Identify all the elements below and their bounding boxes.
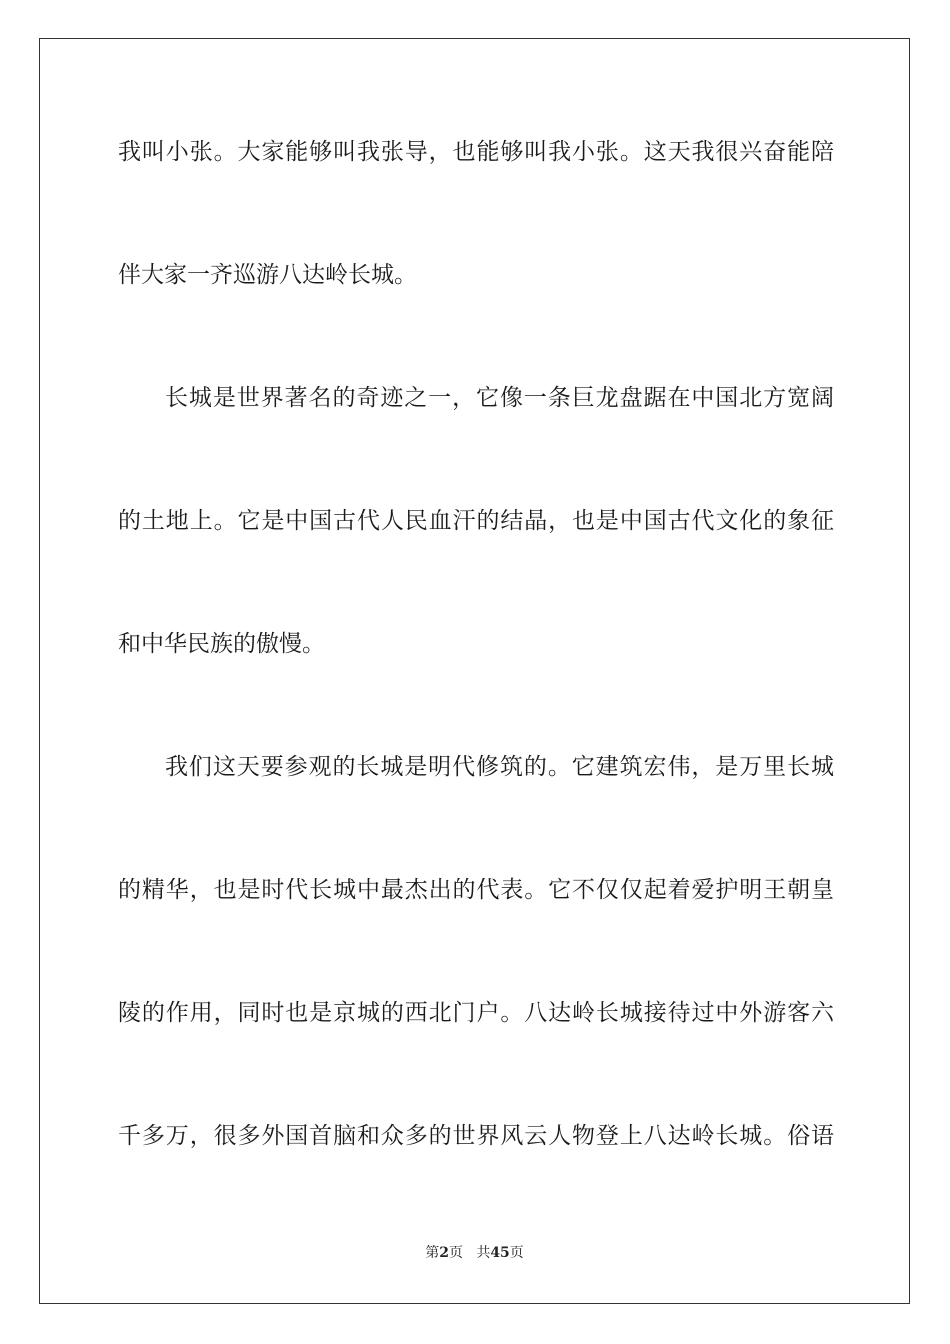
body-line-8: 陵的作用，同时也是京城的西北门户。八达岭长城接待过中外游客六	[118, 1000, 834, 1026]
footer-total-suffix: 页	[509, 1245, 524, 1261]
document-page	[39, 38, 910, 1304]
body-line-2: 伴大家一齐巡游八达岭长城。	[118, 262, 417, 288]
page-footer	[40, 1242, 909, 1262]
body-line-1: 我叫小张。大家能够叫我张导，也能够叫我小张。这天我很兴奋能陪	[118, 139, 834, 165]
body-line-5: 和中华民族的傲慢。	[118, 631, 325, 657]
body-line-4: 的土地上。它是中国古代人民血汗的结晶，也是中国古代文化的象征	[118, 508, 834, 534]
body-line-9: 千多万，很多外国首脑和众多的世界风云人物登上八达岭长城。俗语	[118, 1123, 834, 1149]
footer-page-number: 2	[439, 1245, 449, 1261]
footer-total-prefix: 共	[476, 1245, 491, 1261]
body-line-3: 长城是世界著名的奇迹之一，它像一条巨龙盘踞在中国北方宽阔	[165, 385, 834, 411]
footer-total-pages: 45	[490, 1245, 510, 1261]
footer-page-prefix: 第	[425, 1245, 440, 1261]
body-line-6: 我们这天要参观的长城是明代修筑的。它建筑宏伟，是万里长城	[165, 754, 834, 780]
footer-page-suffix: 页	[448, 1245, 463, 1261]
body-line-7: 的精华，也是时代长城中最杰出的代表。它不仅仅起着爱护明王朝皇	[118, 877, 834, 903]
